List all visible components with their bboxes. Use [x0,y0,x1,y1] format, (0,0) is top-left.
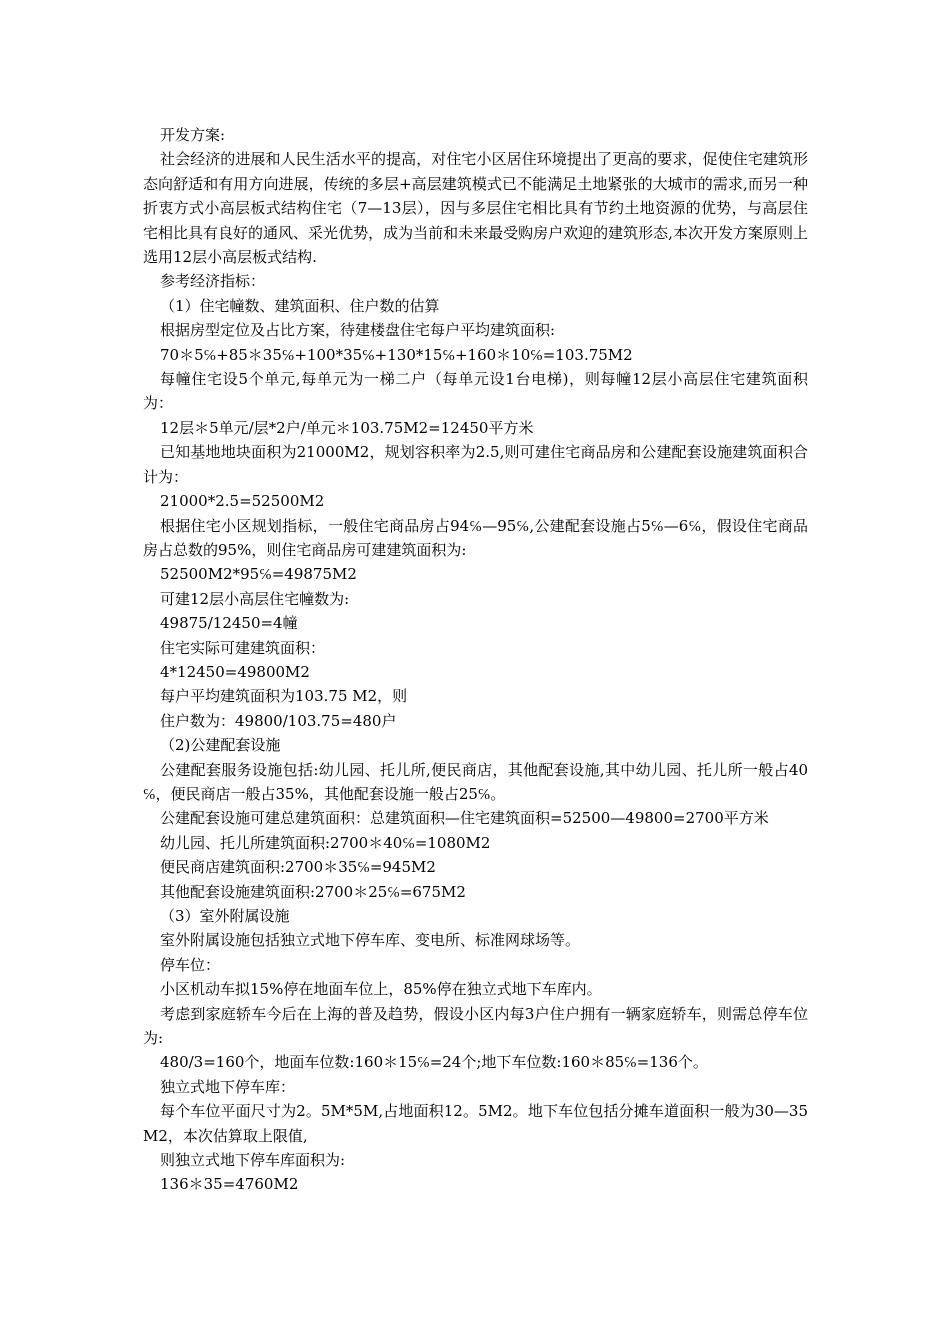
text-line: 根据住宅小区规划指标，一般住宅商品房占94℅—95℅,公建配套设施占5℅—6℅，假设住宅商品房占总数的95%，则住宅商品房可建建筑面积为: [143,516,808,559]
section-heading-development-plan: 开发方案: [160,126,226,144]
formula-line: 49875/12450=4幢 [160,614,298,633]
formula-line: 公建配套设施可建总建筑面积：总建筑面积—住宅建筑面积=52500—49800=2700平方米 [160,809,769,828]
text-line: 根据房型定位及占比方案，待建楼盘住宅每户平均建筑面积: [160,321,556,340]
text-line: 已知基地地块面积为21000M2，规划容积率为2.5,则可建住宅商品房和公建配套设施建筑面积合计为： [143,443,808,486]
subheading-outdoor-facilities: （3）室外附属设施 [160,907,290,925]
subheading-public-facilities: （2)公建配套设施 [160,736,281,755]
text-line: 每幢住宅设5个单元,每单元为一梯二户（每单元设1台电梯)，则每幢12层小高层住宅建筑面积为： [143,370,808,413]
formula-line: 4*12450=49800M2 [160,662,310,681]
text-line: 室外附属设施包括独立式地下停车库、变电所、标准网球场等。 [160,931,581,950]
subheading-parking: 停车位： [160,955,221,974]
text-line: 小区机动车拟15%停在地面车位上，85%停在独立式地下车库内。 [160,980,602,999]
formula-line: 便民商店建筑面积:2700＊35℅=945M2 [160,858,436,877]
formula-line: 21000*2.5=52500M2 [160,492,325,511]
formula-line: 480/3=160个，地面车位数:160＊15℅=24个;地下车位数:160＊85℅=136个。 [160,1053,708,1072]
formula-line: 52500M2*95℅=49875M2 [160,565,357,584]
formula-line: 幼儿园、托儿所建筑面积:2700＊40℅=1080M2 [160,833,491,852]
intro-paragraph: 社会经济的进展和人民生活水平的提高，对住宅小区居住环境提出了更高的要求，促使住宅建筑形态向舒适和有用方向进展，传统的多层+高层建筑模式已不能满足土地紧张的大城市的需求,而另一种折衷方式小高层板式结构住宅（7—13层），因与多层住宅相比具有节约土地资源的优势，与高层住宅相比具有良好的通风、采光优势，成为当前和未来最受购房户欢迎的建筑形态,本次开发方案原则上选用12层小高层板式结构. [143,150,808,267]
text-line: 则独立式地下停车库面积为: [160,1151,346,1170]
subheading-underground-garage: 独立式地下停车库： [160,1077,296,1096]
formula-line: 136＊35=4760M2 [160,1175,299,1194]
section-heading-economic-indicators: 参考经济指标： [160,272,266,291]
formula-line: 12层＊5单元/层*2户/单元＊103.75M2=12450平方米 [160,418,534,437]
formula-line: 70＊5℅+85＊35℅+100*35℅+130*15℅+160＊10℅=103.75M2 [160,345,633,364]
text-line: 可建12层小高层住宅幢数为: [160,589,350,608]
subheading-residential-estimate: （1）住宅幢数、建筑面积、住户数的估算 [160,296,440,315]
formula-line: 其他配套设施建筑面积:2700＊25℅=675M2 [160,882,466,901]
text-line: 每个车位平面尺寸为2。5M*5M,占地面积12。5M2。地下车位包括分摊车道面积一般为30—35M2，本次估算取上限值, [143,1102,808,1145]
text-line: 住宅实际可建建筑面积： [160,638,326,657]
text-line: 公建配套服务设施包括:幼儿园、托儿所,便民商店，其他配套设施,其中幼儿园、托儿所一般占40℅，便民商店一般占35%，其他配套设施一般占25℅。 [143,760,808,803]
formula-line: 住户数为：49800/103.75=480户 [160,711,397,730]
document-page [143,123,808,1197]
text-line: 考虑到家庭轿车今后在上海的普及趋势，假设小区内每3户住户拥有一辆家庭轿车，则需总停车位为: [143,1004,808,1048]
text-line: 每户平均建筑面积为103.75 M2，则 [160,687,408,706]
